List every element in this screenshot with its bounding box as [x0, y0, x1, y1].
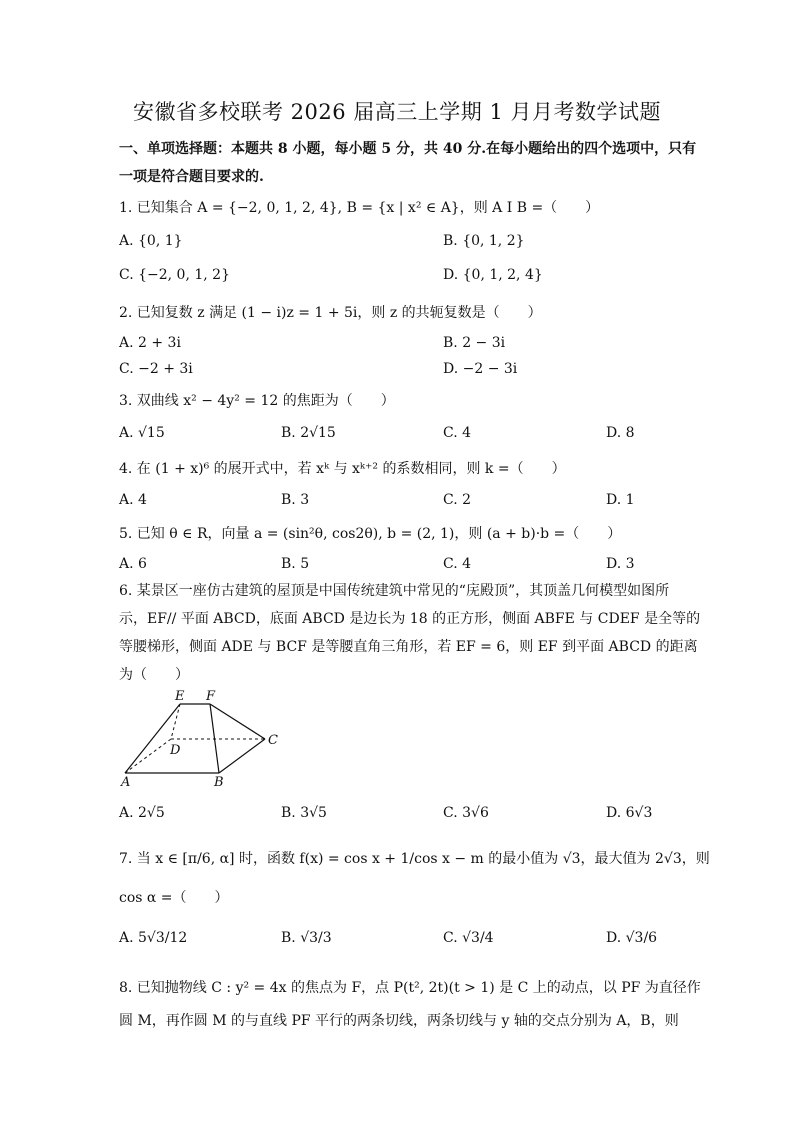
label-c: C	[268, 733, 278, 748]
q4-stem: 4. 在 (1 + x)⁶ 的展开式中，若 xᵏ 与 xᵏ⁺² 的系数相同，则 k =（ ）	[119, 461, 566, 477]
q1-option-b: B. {0, 1, 2}	[443, 233, 525, 249]
q3-option-b: B. 2√15	[281, 425, 336, 441]
q5-option-d: D. 3	[606, 556, 635, 572]
q2-option-b: B. 2 − 3i	[443, 335, 506, 351]
q2-option-d: D. −2 − 3i	[443, 361, 518, 377]
q6-stem-line1: 6. 某景区一座仿古建筑的屋顶是中国传统建筑中常见的“庑殿顶”，其顶盖几何模型如图所	[119, 583, 670, 599]
q5-option-b: B. 5	[281, 556, 310, 572]
label-b: B	[214, 775, 224, 790]
edge-bc	[219, 739, 265, 773]
q3-option-d: D. 8	[606, 425, 635, 441]
q6-option-c: C. 3√6	[443, 805, 489, 821]
label-f: F	[206, 689, 216, 704]
section-heading-line1: 一、单项选择题：本题共 8 小题，每小题 5 分，共 40 分.在每小题给出的四个选项中，只有	[119, 141, 697, 157]
q2-option-a: A. 2 + 3i	[119, 335, 181, 351]
q8-stem-line1: 8. 已知抛物线 C : y² = 4x 的焦点为 F，点 P(t², 2t)(t > 1) 是 C 上的动点，以 PF 为直径作	[119, 980, 701, 996]
q4-option-b: B. 3	[281, 492, 310, 508]
q1-option-c: C. {−2, 0, 1, 2}	[119, 267, 230, 283]
q6-option-b: B. 3√5	[281, 805, 327, 821]
q3-option-a: A. √15	[119, 425, 165, 441]
q1-option-a: A. {0, 1}	[119, 233, 183, 249]
edge-cf	[210, 704, 265, 739]
q7-option-a: A. 5√3/12	[119, 930, 188, 946]
label-d: D	[170, 743, 181, 758]
q4-option-d: D. 1	[606, 492, 635, 508]
label-a: A	[121, 775, 131, 790]
q8-stem-line2: 圆 M，再作圆 M 的与直线 PF 平行的两条切线，两条切线与 y 轴的交点分别为 A，B，则	[119, 1013, 679, 1029]
q7-option-d: D. √3/6	[606, 930, 658, 946]
q7-stem: 7. 当 x ∈ [π/6, α] 时，函数 f(x) = cos x + 1/cos x − m 的最小值为 √3，最大值为 2√3，则	[119, 851, 710, 867]
page-title: 安徽省多校联考 2026 届高三上学期 1 月月考数学试题	[132, 100, 661, 124]
label-e: E	[175, 689, 185, 704]
q2-option-c: C. −2 + 3i	[119, 361, 193, 377]
q5-option-c: C. 4	[443, 556, 472, 572]
q6-option-a: A. 2√5	[119, 805, 165, 821]
q7-stem-line2: cos α =（ ）	[119, 890, 229, 906]
section-heading-line2: 一项是符合题目要求的.	[119, 169, 264, 185]
q7-option-b: B. √3/3	[281, 930, 332, 946]
q7-option-c: C. √3/4	[443, 930, 494, 946]
q6-stem-line4: 为（ ）	[119, 667, 189, 683]
hip-roof-figure	[113, 686, 293, 792]
q5-option-a: A. 6	[119, 556, 147, 572]
q4-option-a: A. 4	[119, 492, 147, 508]
q5-stem: 5. 已知 θ ∈ R，向量 a = (sin²θ, cos2θ), b = (2, 1)，则 (a + b)·b =（ ）	[119, 526, 622, 542]
q3-option-c: C. 4	[443, 425, 472, 441]
q2-stem: 2. 已知复数 z 满足 (1 − i)z = 1 + 5i，则 z 的共轭复数是（ ）	[119, 305, 542, 321]
q6-option-d: D. 6√3	[606, 805, 653, 821]
q3-stem: 3. 双曲线 x² − 4y² = 12 的焦距为（ ）	[119, 393, 395, 409]
q6-stem-line2: 示，EF// 平面 ABCD，底面 ABCD 是边长为 18 的正方形，侧面 ABFE 与 CDEF 是全等的	[119, 611, 701, 627]
q4-option-c: C. 2	[443, 492, 472, 508]
q1-option-d: D. {0, 1, 2, 4}	[443, 267, 543, 283]
q1-stem: 1. 已知集合 A = {−2, 0, 1, 2, 4}, B = {x | x² ∈ A}，则 A I B =（ ）	[119, 200, 600, 216]
q6-stem-line3: 等腰梯形，侧面 ADE 与 BCF 是等腰直角三角形，若 EF = 6，则 EF 到平面 ABCD 的距离	[119, 639, 698, 655]
